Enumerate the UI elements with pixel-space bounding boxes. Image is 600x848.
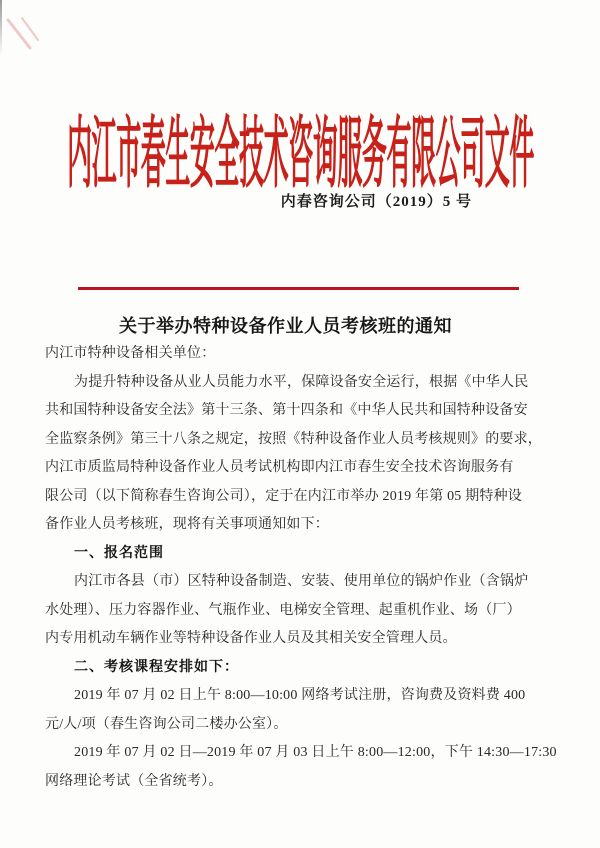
red-divider-rule	[78, 287, 519, 290]
letterhead-title	[0, 105, 600, 198]
body-line: 限公司（以下简称春生咨询公司），定于在内江市举办 2019 年第 05 期特种设	[45, 488, 522, 504]
body-line: 内专用机动车辆作业等特种设备作业人员及其相关安全管理人员。	[45, 631, 457, 646]
corner-mark-icon	[4, 14, 64, 62]
body-line: 共和国特种设备安全法》第十三条、第十四条和《中华人民共和国特种设备安	[45, 403, 528, 418]
body-line: 水处理）、压力容器作业、气瓶作业、电梯安全管理、起重机作业、场（厂）	[45, 602, 521, 618]
document-body	[45, 340, 557, 796]
scanner-edge-artifact	[0, 0, 2, 56]
body-line: 备作业人员考核班，现将有关事项通知如下：	[45, 517, 329, 532]
body-line: 一、报名范围	[74, 545, 164, 561]
letterhead-title-text: 内江市春生安全技术咨询服务有限公司文件	[66, 110, 534, 198]
body-line: 内江市各县（市）区特种设备制造、安装、使用单位的锅炉作业（含锅炉	[74, 574, 529, 589]
body-line: 网络理论考试（全省统考）。	[45, 773, 223, 789]
body-line: 二、考核课程安排如下：	[74, 659, 239, 675]
body-line: 2019 年 07 月 02 日—2019 年 07 月 03 日上午 8:00—12:00，下午 14:30—17:30	[74, 745, 557, 760]
body-line: 元/人/项（春生咨询公司二楼办公室）。	[45, 716, 288, 732]
issue-number: 内春咨询公司（2019）5 号	[280, 194, 472, 210]
notice-title: 关于举办特种设备作业人员考核班的通知	[119, 316, 452, 336]
body-line: 2019 年 07 月 02 日上午 8:00—10:00 网络考试注册，咨询费及资料费 400	[74, 688, 526, 703]
body-line: 内江市质监局特种设备作业人员考试机构即内江市春生安全技术咨询服务有	[45, 460, 514, 475]
body-line: 全监察条例》第三十八条之规定，按照《特种设备作业人员考核规则》的要求，	[45, 431, 542, 447]
body-line: 内江市特种设备相关单位：	[45, 346, 216, 361]
body-line: 为提升特种设备从业人员能力水平，保障设备安全运行，根据《中华人民	[74, 374, 529, 390]
